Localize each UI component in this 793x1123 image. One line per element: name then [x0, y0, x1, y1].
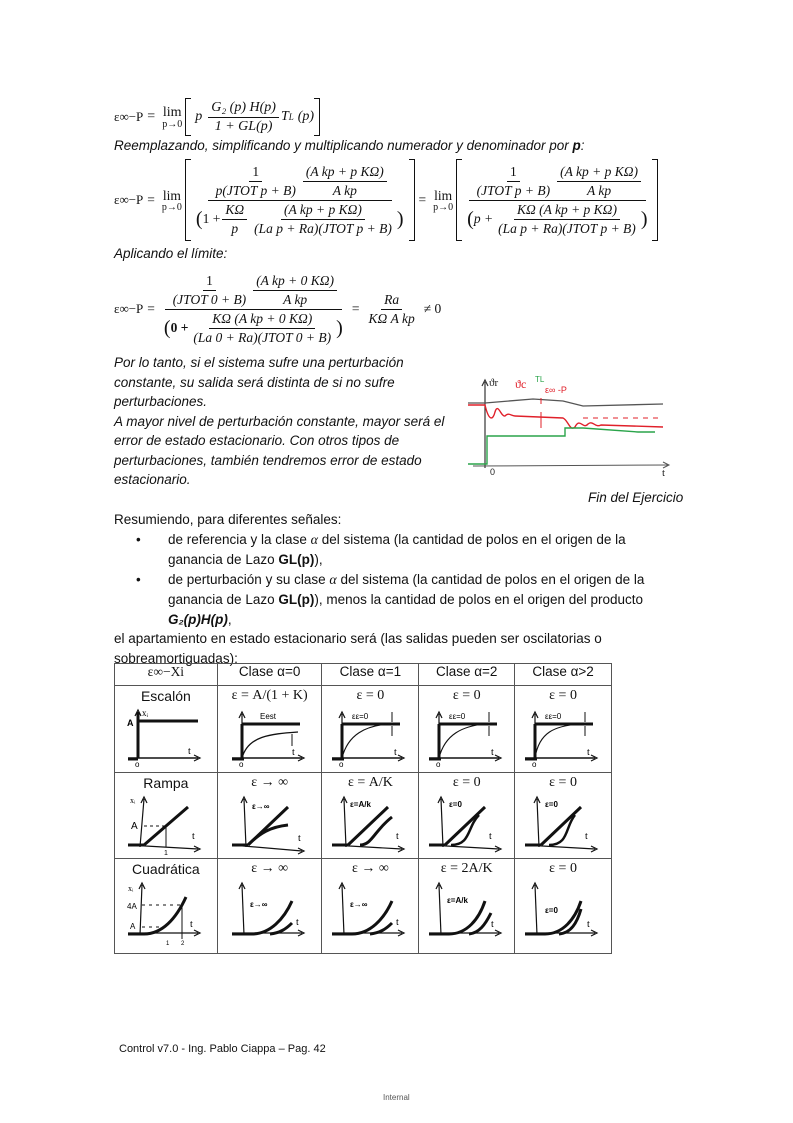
ramp-class3plus-sketch: [523, 793, 603, 855]
disturbance-response-sketch: [463, 372, 678, 477]
bullet-disturbance: • de perturbación y su clase α del sistema (la cantidad de polos en el origen de la ganancia de Lazo GL(p)), menos la cantidad de polos en el origen del producto G₂(p)H(p),: [136, 570, 684, 630]
equation-limit-result: ε∞−P = $\frac{1}{\text{(JTOT 0 + B)}}$ $\frac{\text{(A kp + 0 KΩ)}}{\text{A kp}}$ ( 0 + $\frac{\text{KΩ (A kp + 0 KΩ)}}{\text{(La 0 + Ra)(JTOT 0 + B)}}$ ) = $\frac{Ra}{\text{KΩ A kp}}$ ≠ 0: [114, 272, 442, 345]
table-header-cell: Clase α=0: [217, 664, 322, 686]
step-class3plus-sketch: [523, 706, 603, 768]
svg-text:ε=A/k: ε=A/k: [350, 800, 372, 809]
ramp-class2-sketch: [427, 793, 507, 855]
table-cell-value: ε = 0 ε=0 t: [515, 859, 612, 954]
svg-text:4A: 4A: [126, 902, 137, 911]
quadratic-class2-sketch: [427, 879, 507, 949]
svg-text:ϑc: ϑc: [515, 377, 527, 391]
step-class1-sketch: [330, 706, 410, 768]
svg-text:ε→∞: ε→∞: [350, 900, 368, 909]
table-cell-signal: Rampa xᵢ A 1 t: [115, 773, 218, 859]
svg-text:A: A: [129, 922, 136, 931]
ramp-class1-sketch: [330, 793, 410, 855]
svg-text:ε=0: ε=0: [545, 906, 558, 915]
table-header-row: [115, 664, 612, 686]
svg-text:xᵢ: xᵢ: [129, 796, 136, 805]
svg-text:ε=A/k: ε=A/k: [446, 896, 468, 905]
svg-text:1: 1: [163, 850, 168, 855]
svg-text:ε=0: ε=0: [448, 800, 462, 809]
bullet-reference: • de referencia y la clase α del sistema (la cantidad de polos en el origen de la ganancia de Lazo GL(p)),: [136, 530, 684, 570]
svg-text:1: 1: [165, 941, 170, 947]
table-row: [115, 686, 612, 773]
svg-text:t: t: [291, 747, 295, 758]
svg-text:t: t: [295, 917, 299, 928]
equation-disturbance-error: ε∞−P = lim p→0 p $\frac{\text{G₂ (p) H(p)}}{1 + GL(p)}$ T L (p): [114, 96, 320, 138]
svg-text:t: t: [490, 919, 494, 930]
svg-text:t: t: [191, 831, 195, 842]
svg-text:0: 0: [490, 467, 496, 477]
table-row: [115, 859, 612, 954]
classification-label: Internal: [383, 1093, 410, 1102]
table-cell-signal: Escalón xᵢ A o t: [115, 686, 218, 773]
limit-operator: lim p→0: [162, 104, 183, 130]
quadratic-class3plus-sketch: [523, 879, 603, 949]
svg-text:ε∞ -P: ε∞ -P: [545, 385, 567, 395]
svg-text:t: t: [189, 919, 193, 930]
svg-text:o: o: [134, 760, 140, 768]
disturbance-curve: [468, 428, 655, 464]
equation-substituted: ε∞−P = lim p→0 $\frac{1}{\text{p(JTOT p + B)}}$ $\frac{\text{(A kp + p KΩ)}}{\text{A kp}}$ ( 1 + $\frac{K\Omega}{p}$ $\frac{\text{(A kp + p KΩ)}}{\text{(La p + Ra)(JTOT p + B)}}$ ) = lim p→0 $\frac{1}{\text{(JTOT p + B)}}$ $\frac{\text{(A kp + p KΩ)}}{\text{A kp}}$ ( p + $\frac{\text{KΩ (A kp + p KΩ)}}{\text{(La p + Ra)(JTOT p + B)}}$ ): [114, 156, 658, 244]
svg-text:ϑr: ϑr: [489, 377, 499, 389]
svg-text:t: t: [396, 917, 400, 928]
table-cell-value: ε = 0 ε=0 t: [419, 773, 515, 859]
svg-text:ε→∞: ε→∞: [251, 802, 270, 811]
table-cell-value: ε = A/K ε=A/k t: [322, 773, 419, 859]
eq1-lhs: ε∞−P: [114, 109, 144, 124]
table-cell-value: ε → ∞ ε→∞ t: [217, 773, 322, 859]
steady-state-error-table: [114, 663, 612, 954]
svg-text:2: 2: [180, 941, 185, 947]
svg-text:A: A: [126, 718, 134, 728]
svg-text:Eest: Eest: [259, 712, 276, 721]
svg-text:t: t: [587, 919, 590, 930]
svg-text:o: o: [238, 760, 244, 768]
table-cell-value: ε → ∞ ε→∞ t: [322, 859, 419, 954]
table-header-cell: Clase α=1: [322, 664, 419, 686]
table-header-cell: Clase α>2: [515, 664, 612, 686]
page-footer: Control v7.0 - Ing. Pablo Ciappa – Pag. 42: [119, 1043, 326, 1055]
quadratic-input-sketch: [126, 879, 206, 949]
table-cell-value: ε = 0 εε=0 o t: [515, 686, 612, 773]
svg-text:ε→∞: ε→∞: [249, 900, 268, 909]
svg-text:εε=0: εε=0: [448, 712, 465, 721]
table-cell-value: ε = 0 εε=0 o t: [322, 686, 419, 773]
apply-limit-label: Aplicando el límite:: [114, 246, 228, 261]
svg-text:t: t: [297, 833, 301, 844]
table-cell-value: ε = A/(1 + K) Eest o t: [217, 686, 322, 773]
table-row: [115, 773, 612, 859]
svg-text:o: o: [435, 760, 441, 768]
svg-text:ε=0: ε=0: [545, 800, 558, 809]
svg-text:TL: TL: [535, 375, 545, 384]
svg-text:t: t: [488, 831, 492, 842]
quadratic-class0-sketch: [230, 879, 310, 949]
svg-text:o: o: [532, 760, 537, 768]
summary-intro: Resumiendo, para diferentes señales:: [114, 512, 342, 527]
svg-text:o: o: [339, 760, 344, 768]
svg-text:t: t: [490, 747, 494, 758]
table-cell-value: ε = 0 ε=0 t: [515, 773, 612, 859]
quadratic-class1-sketch: [330, 879, 410, 949]
summary-section: [114, 510, 684, 668]
svg-text:εε=0: εε=0: [545, 712, 562, 721]
svg-text:t: t: [585, 831, 588, 842]
reference-curve: [468, 399, 663, 406]
table-cell-signal: Cuadrática xᵢ 4A A 1 2 t: [115, 859, 218, 954]
end-of-exercise-note: Fin del Ejercicio: [588, 490, 684, 505]
summary-outro: el apartamiento en estado estacionario será (las salidas pueden ser oscilatorias o sobreamortiguadas):: [114, 631, 602, 666]
summary-bullets: [136, 530, 684, 630]
svg-text:A: A: [130, 821, 138, 832]
step-class0-sketch: [230, 706, 310, 768]
svg-text:t: t: [662, 467, 666, 477]
svg-text:t: t: [587, 747, 590, 758]
output-curve: [468, 405, 663, 428]
svg-text:xᵢ: xᵢ: [141, 708, 148, 718]
table-cell-value: ε → ∞ ε→∞ t: [217, 859, 322, 954]
table-cell-value: ε = 0 εε=0 o t: [419, 686, 515, 773]
replacement-instruction: Reemplazando, simplificando y multiplicando numerador y denominador por p:: [114, 138, 585, 153]
svg-text:t: t: [394, 747, 398, 758]
ramp-class0-sketch: [230, 793, 310, 855]
step-class2-sketch: [427, 706, 507, 768]
ramp-input-sketch: [126, 793, 206, 855]
svg-text:t: t: [187, 746, 191, 757]
svg-text:t: t: [396, 831, 400, 842]
table-header-cell: ε∞−Xi: [115, 664, 218, 686]
table-header-cell: Clase α=2: [419, 664, 515, 686]
svg-text:xᵢ: xᵢ: [127, 884, 134, 893]
conclusion-paragraph: Por lo tanto, si el sistema sufre una perturbación constante, su salida será distinta de si no sufre perturbaciones. A mayor nivel de perturbación constante, mayor será el error de estado estacionario. Con otros tipos de perturbaciones, también tendremos error de estado estacionario.: [114, 355, 445, 487]
svg-text:εε=0: εε=0: [352, 712, 369, 721]
table-cell-value: ε = 2A/K ε=A/k t: [419, 859, 515, 954]
step-input-sketch: [126, 706, 206, 768]
